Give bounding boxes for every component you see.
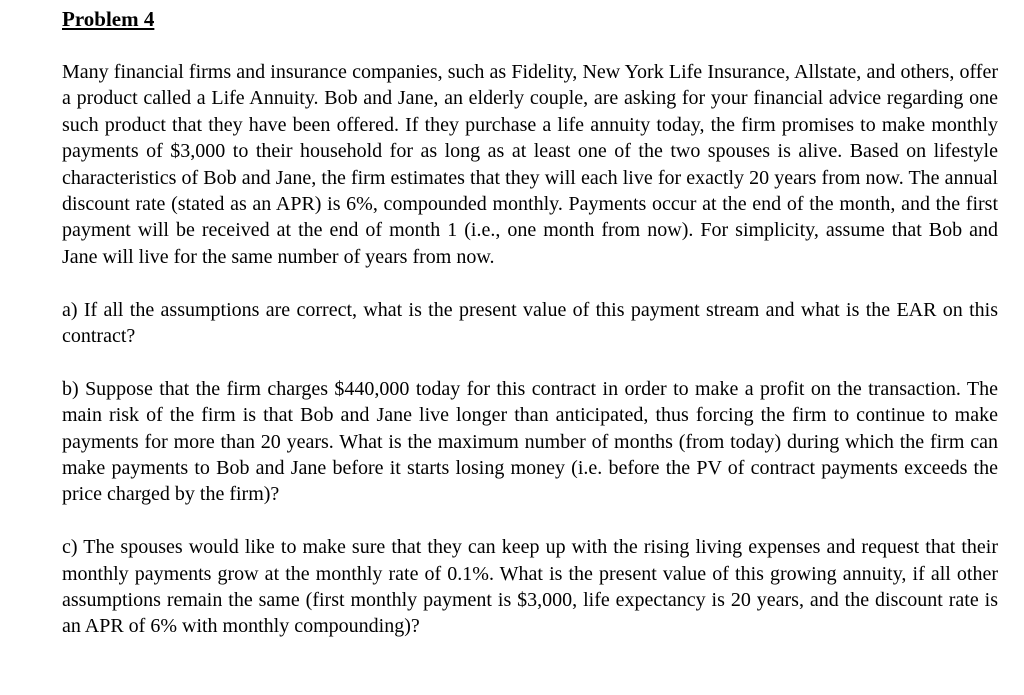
question-a-paragraph: a) If all the assumptions are correct, what is the present value of this payment stream and what is the EAR on this contract? (62, 298, 998, 348)
question-b-paragraph: b) Suppose that the firm charges $440,000 today for this contract in order to make a profit on the transaction. The main risk of the firm is that Bob and Jane live longer than anticipated, thus forcing the firm to continue to make payments for more than 20 years. What is the maximum number of months (from today) during which the firm can make payments to Bob and Jane before it starts losing money (i.e. before the PV of contract payments exceeds the price charged by the firm)? (62, 377, 998, 506)
paragraph-spacer (62, 349, 998, 375)
document-page (62, 6, 998, 640)
paragraph-spacer (62, 508, 998, 534)
problem-intro-paragraph: Many financial firms and insurance companies, such as Fidelity, New York Life Insurance, Allstate, and others, offer a product called a Life Annuity. Bob and Jane, an elderly couple, are asking for your financial advice regarding one such product that they have been offered. If they purchase a life annuity today, the firm promises to make monthly payments of $3,000 to their household for as long as at least one of the two spouses is alive. Based on lifestyle characteristics of Bob and Jane, the firm estimates that they will each live for exactly 20 years from now. The annual discount rate (stated as an APR) is 6%, compounded monthly. Payments occur at the end of the month, and the first payment will be received at the end of month 1 (i.e., one month from now). For simplicity, assume that Bob and Jane will live for the same number of years from now. (62, 61, 998, 268)
question-c-paragraph: c) The spouses would like to make sure that they can keep up with the rising living expenses and request that their monthly payments grow at the monthly rate of 0.1%. What is the present value of this growing annuity, if all other assumptions remain the same (first monthly payment is $3,000, life expectancy is 20 years, and the discount rate is an APR of 6% with monthly compounding)? (62, 536, 998, 638)
problem-title: Problem 4 (62, 7, 155, 31)
paragraph-spacer (62, 270, 998, 296)
